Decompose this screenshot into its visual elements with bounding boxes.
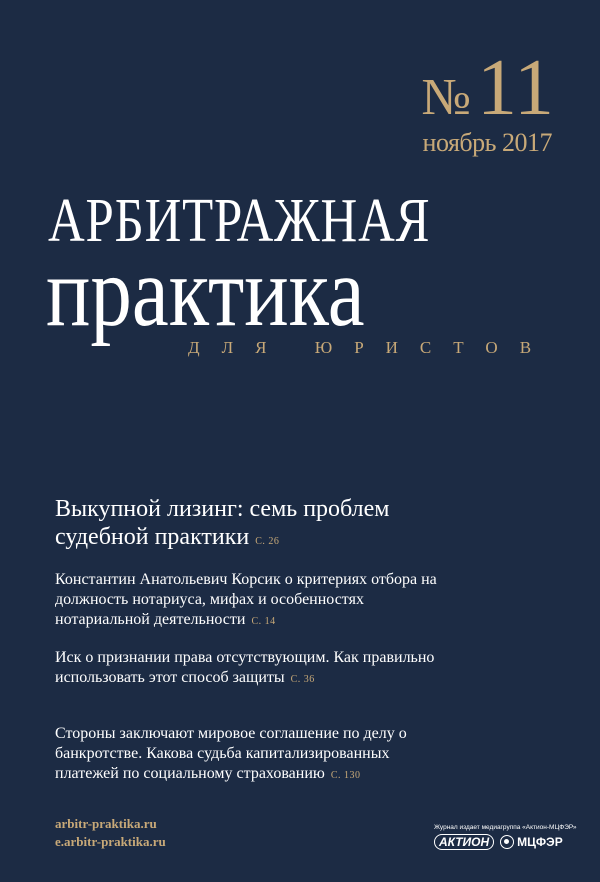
article-text: Иск о признании права отсутствующим. Как правильно использовать этот способ защиты [55, 649, 435, 686]
magazine-title-line1: АРБИТРАЖНАЯ [48, 187, 431, 255]
article-headline [55, 724, 455, 786]
publisher-block [434, 824, 577, 850]
mcfer-logo [500, 835, 563, 849]
article-headline [55, 570, 455, 632]
article-text: Стороны заключают мировое соглашение по делу о банкротстве. Какова судьба капитализированных платежей по социальному страхованию [55, 725, 407, 782]
article-page-ref: С. 36 [290, 674, 315, 685]
article-page-ref: С. 14 [251, 616, 276, 627]
mcfer-logo-icon [500, 835, 514, 849]
issue-number-value: 11 [476, 44, 554, 132]
article-page-ref: С. 130 [330, 770, 361, 781]
magazine-subtitle: ДЛЯ ЮРИСТОВ [188, 338, 554, 357]
lead-text: Выкупной лизинг: семь проблем судебной практики [55, 496, 390, 550]
mcfer-logo-text: МЦФЭР [517, 835, 563, 849]
website-link[interactable]: arbitr-praktika.ru [55, 816, 157, 831]
lead-headline [55, 495, 475, 556]
publisher-note: Журнал издает медиагруппа «Актион-МЦФЭР» [434, 824, 577, 831]
aktion-logo: АКТИОН [434, 834, 494, 850]
article-text: Константин Анатольевич Корсик о критериях отбора на должность нотариуса, мифах и особенностях нотариальной деятельности [55, 571, 437, 628]
lead-page-ref: С. 26 [255, 536, 280, 547]
number-sign: № [421, 69, 471, 126]
e-website-link[interactable]: e.arbitr-praktika.ru [55, 834, 166, 849]
issue-date: ноябрь 2017 [422, 128, 552, 157]
magazine-title-line2: практика [46, 236, 365, 347]
article-headline [55, 648, 455, 690]
publisher-logos [434, 834, 564, 850]
issue-number [421, 44, 554, 132]
